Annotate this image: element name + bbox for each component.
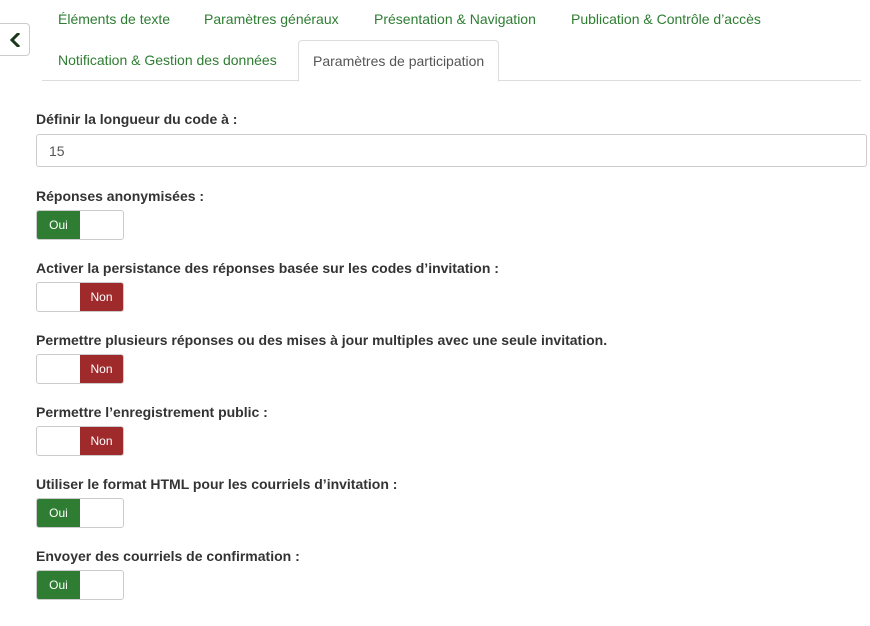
- toggle-state: Oui: [37, 571, 80, 599]
- html-email-label: Utiliser le format HTML pour les courriels d’invitation :: [36, 476, 398, 492]
- token-persistence-label: Activer la persistance des réponses basée sur les codes d’invitation :: [36, 260, 499, 276]
- public-registration-label: Permettre l’enregistrement public :: [36, 404, 268, 420]
- multiple-responses-toggle[interactable]: [36, 354, 124, 384]
- tab-bar: [42, 0, 861, 81]
- html-email-toggle[interactable]: [36, 498, 124, 528]
- tab-general-settings[interactable]: Paramètres généraux: [204, 11, 339, 27]
- tab-participation-settings[interactable]: Paramètres de participation: [298, 40, 499, 82]
- token-persistence-toggle[interactable]: [36, 282, 124, 312]
- public-registration-toggle[interactable]: [36, 426, 124, 456]
- code-length-input[interactable]: [36, 134, 867, 167]
- anonymized-toggle[interactable]: [36, 210, 124, 240]
- toggle-state: Oui: [37, 211, 80, 239]
- tab-publication-access[interactable]: Publication & Contrôle d’accès: [571, 11, 761, 27]
- tab-text-elements[interactable]: Éléments de texte: [58, 11, 171, 27]
- tab-notification-data[interactable]: Notification & Gestion des données: [58, 52, 277, 68]
- multiple-responses-label: Permettre plusieurs réponses ou des mises à jour multiples avec une seule invitation.: [36, 332, 608, 348]
- tab-presentation-navigation[interactable]: Présentation & Navigation: [374, 11, 536, 27]
- confirmation-email-label: Envoyer des courriels de confirmation :: [36, 548, 300, 564]
- anonymized-label: Réponses anonymisées :: [36, 188, 205, 204]
- toggle-state: Non: [80, 427, 123, 455]
- code-length-label: Définir la longueur du code à :: [36, 111, 238, 127]
- toggle-state: Oui: [37, 499, 80, 527]
- back-button[interactable]: [0, 23, 30, 56]
- toggle-state: Non: [80, 283, 123, 311]
- toggle-state: Non: [80, 355, 123, 383]
- confirmation-email-toggle[interactable]: [36, 570, 124, 600]
- chevron-left-icon: [10, 33, 20, 47]
